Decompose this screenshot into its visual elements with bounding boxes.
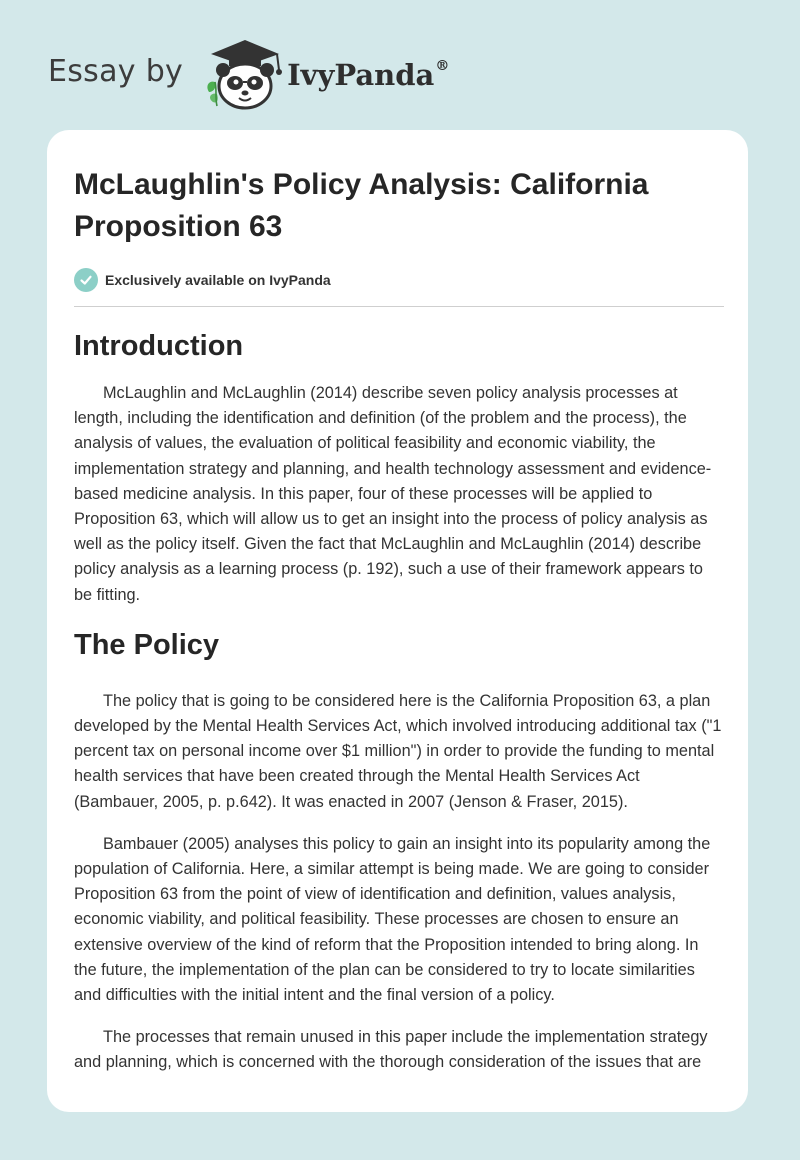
brand-prefix: Essay by bbox=[48, 53, 184, 89]
paragraph: Bambauer (2005) analyses this policy to gain an insight into its popularity among the population of California. Here, a similar attempt is being made. We are going to consider Proposition 63 from the point of view of identification and definition, values analysis, economic viability, and political feasibility. These processes are chosen to ensure an extensive overview of the kind of reform that the Proposition intended to bring along. In the future, the implementation of the plan can be considered to try to locate similarities and difficulties with the initial intent and the final version of a policy. bbox=[74, 834, 711, 1005]
badge-label: Exclusively available on IvyPanda bbox=[105, 272, 331, 288]
page-title: McLaughlin's Policy Analysis: California Proposition 63 bbox=[74, 168, 649, 243]
paragraph: The processes that remain unused in this paper include the implementation strategy and planning, which is concerned with the thorough consideration of the issues that are bbox=[74, 1028, 708, 1072]
brand-name: IvyPanda® bbox=[287, 58, 450, 92]
section-heading-the-policy: The Policy bbox=[74, 628, 220, 661]
exclusive-badge bbox=[74, 268, 724, 292]
essay-card bbox=[47, 130, 748, 1112]
section-heading-introduction: Introduction bbox=[74, 330, 244, 362]
panda-logo-icon bbox=[199, 36, 289, 112]
paragraph: The policy that is going to be considered here is the California Proposition 63, a plan developed by the Mental Health Services Act, which involved introducing additional tax ("1 percent tax on personal income over $1 million") in order to provide the funding to mental health services that have been created through the Mental Health Services Act (Bambauer, 2005, p. p.642). It was enacted in 2007 (Jenson & Fraser, 2015). bbox=[74, 691, 722, 811]
divider bbox=[74, 306, 724, 307]
paragraph: McLaughlin and McLaughlin (2014) describe seven policy analysis processes at length, including the identification and definition (of the problem and the process), the analysis of values, the evaluation of political feasibility and economic viability, the implementation strategy and planning, and health technology assessment and evidence-based medicine analysis. In this paper, four of these processes will be applied to Proposition 63, which will allow us to get an insight into the process of policy analysis as well as the policy itself. Given the fact that McLaughlin and McLaughlin (2014) describe policy analysis as a learning process (p. 192), such a use of their framework appears to be fitting. bbox=[74, 384, 712, 604]
checkmark-icon bbox=[74, 268, 98, 292]
brand-header[interactable] bbox=[48, 36, 449, 112]
